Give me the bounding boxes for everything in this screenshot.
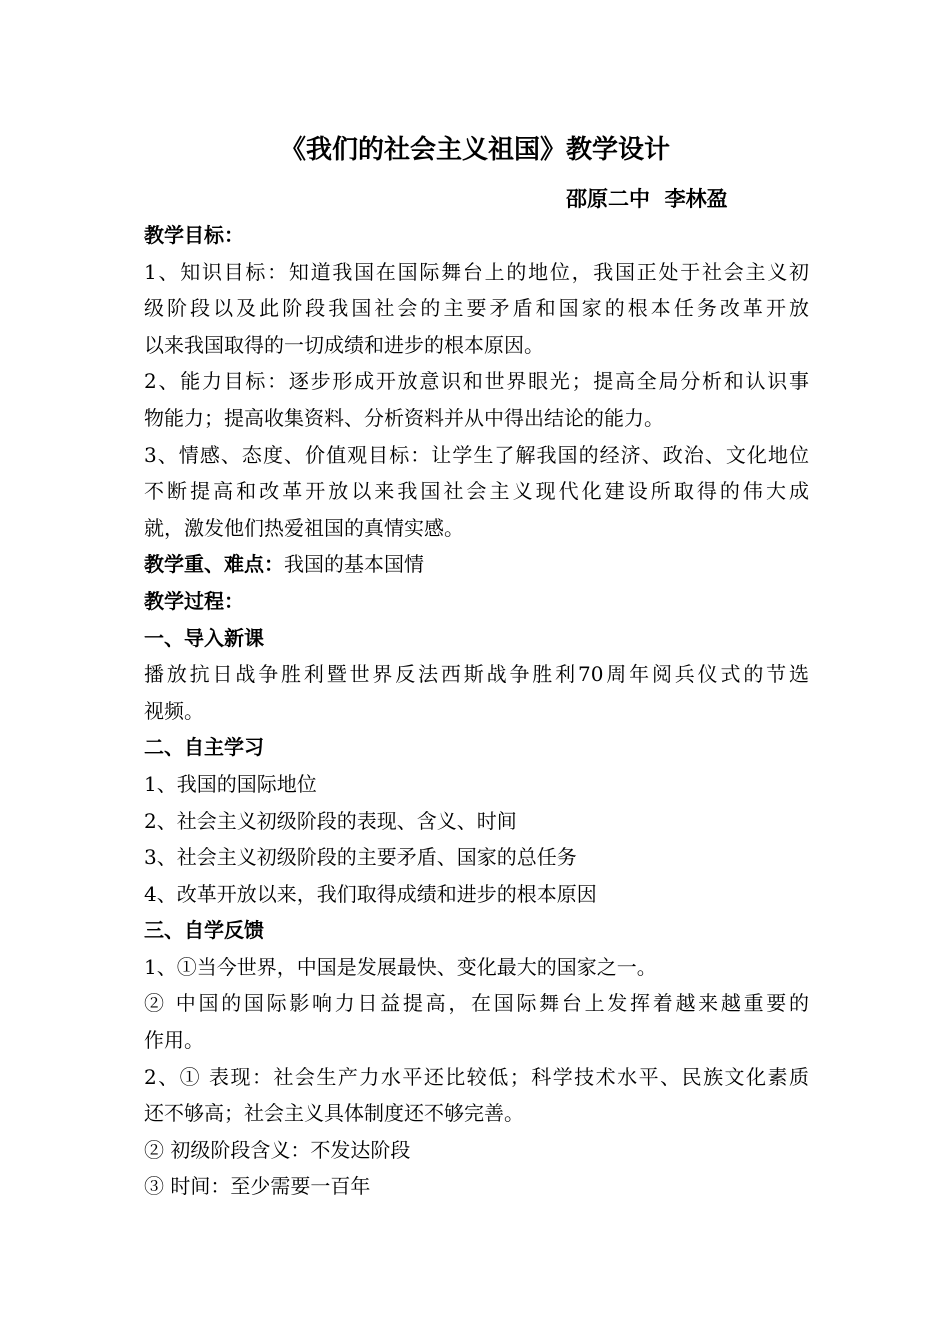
- emotion-objective-line: 就，激发他们热爱祖国的真情实感。: [144, 515, 464, 540]
- feedback-line: 作用。: [144, 1028, 204, 1053]
- self-study-item: 4、改革开放以来，我们取得成绩和进步的根本原因: [144, 881, 597, 906]
- intro-heading: 一、导入新课: [144, 625, 264, 650]
- intro-line: 播放抗日战争胜利暨世界反法西斯战争胜利70周年阅兵仪式的节选: [144, 662, 809, 687]
- ability-objective-line: 2、能力目标：逐步形成开放意识和世界眼光；提高全局分析和认识事: [144, 369, 809, 394]
- knowledge-objective-line: 以来我国取得的一切成绩和进步的根本原因。: [144, 332, 544, 357]
- objectives-heading: 教学目标：: [144, 223, 244, 247]
- feedback-heading: 三、自学反馈: [144, 918, 264, 943]
- feedback-line: 2、① 表现：社会生产力水平还比较低；科学技术水平、民族文化素质: [144, 1064, 809, 1089]
- knowledge-objective-line: 1、知识目标：知道我国在国际舞台上的地位，我国正处于社会主义初: [144, 259, 809, 284]
- self-study-item: 2、社会主义初级阶段的表现、含义、时间: [144, 808, 517, 833]
- emotion-objective-line: 不断提高和改革开放以来我国社会主义现代化建设所取得的伟大成: [144, 479, 809, 504]
- feedback-line: 1、①当今世界，中国是发展最快、变化最大的国家之一。: [144, 954, 657, 979]
- feedback-line: ② 中国的国际影响力日益提高，在国际舞台上发挥着越来越重要的: [144, 991, 809, 1016]
- self-study-heading: 二、自主学习: [144, 735, 264, 760]
- process-heading: 教学过程：: [144, 588, 244, 613]
- intro-line: 视频。: [144, 698, 204, 723]
- emotion-objective-line: 3、情感、态度、价值观目标：让学生了解我国的经济、政治、文化地位: [144, 442, 809, 467]
- key-points-text: 我国的基本国情: [284, 552, 424, 577]
- key-points-label: 教学重、难点：: [144, 552, 284, 577]
- ability-objective-line: 物能力；提高收集资料、分析资料并从中得出结论的能力。: [144, 405, 664, 430]
- key-points-line: [144, 546, 809, 583]
- knowledge-objective-line: 级阶段以及此阶段我国社会的主要矛盾和国家的根本任务改革开放: [144, 296, 809, 321]
- feedback-line: ② 初级阶段含义：不发达阶段: [144, 1137, 411, 1162]
- author-line: 邵原二中 李林盈: [566, 187, 728, 211]
- document-title: 《我们的社会主义祖国》教学设计: [279, 135, 670, 165]
- feedback-line: ③ 时间：至少需要一百年: [144, 1174, 371, 1199]
- self-study-item: 1、我国的国际地位: [144, 771, 317, 796]
- document-body: [144, 217, 809, 1205]
- feedback-line: 还不够高；社会主义具体制度还不够完善。: [144, 1101, 524, 1126]
- self-study-item: 3、社会主义初级阶段的主要矛盾、国家的总任务: [144, 845, 577, 870]
